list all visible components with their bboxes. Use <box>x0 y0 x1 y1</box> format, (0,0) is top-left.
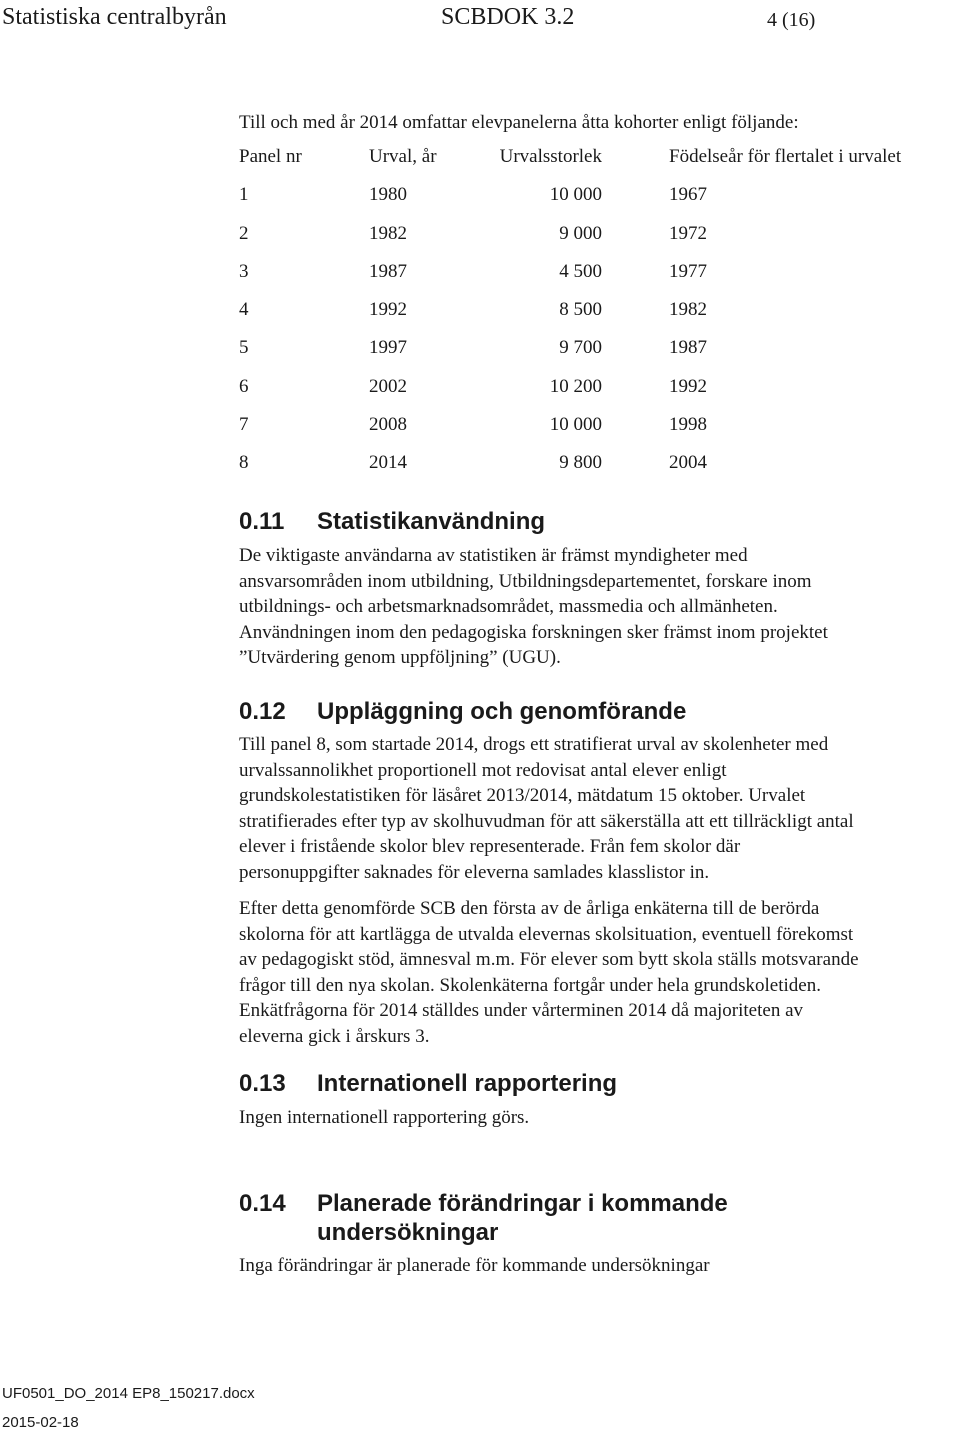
section-heading-planerade <box>239 1189 728 1247</box>
cell-panel: 6 <box>239 375 249 397</box>
text-line: ansvarsområden inom utbildning, Utbildningsdepartementet, forskare inom <box>239 570 812 592</box>
section-heading-upplaggning <box>239 697 686 726</box>
section-number: 0.11 <box>239 508 285 535</box>
text-line: personuppgifter saknades för eleverna samlades klasslistor in. <box>239 861 710 883</box>
cell-birthyear: 1982 <box>669 299 707 321</box>
panel-table <box>239 146 959 491</box>
text-line: Enkätfrågorna för 2014 ställdes under vårterminen 2014 då majoriteten av <box>239 1000 803 1021</box>
table-row <box>239 223 959 261</box>
section-title: Statistikanvändning <box>317 508 546 535</box>
cell-panel: 1 <box>239 184 249 206</box>
cell-birthyear: 1977 <box>669 260 707 282</box>
footer-filename: UF0501_DO_2014 EP8_150217.docx <box>2 1385 255 1402</box>
section-title-line: Planerade förändringar i kommande <box>317 1190 728 1217</box>
text-line: Till panel 8, som startade 2014, drogs ett stratifierat urval av skolenheter med <box>239 734 829 755</box>
table-row <box>239 452 959 490</box>
section-body-statistikanvandning <box>239 543 955 671</box>
intro-text: Till och med år 2014 omfattar elevpanelerna åtta kohorter enligt följande: <box>239 112 799 133</box>
section-number: 0.12 <box>239 698 286 725</box>
table-row <box>239 337 959 375</box>
cell-size: 9 700 <box>559 337 602 359</box>
text-line: av pedagogiskt stöd, ämnesval m.m. För elever som bytt skola ställs motsvarande <box>239 949 859 970</box>
section-number: 0.14 <box>239 1190 286 1217</box>
cell-birthyear: 1967 <box>669 184 707 206</box>
section-number: 0.13 <box>239 1070 286 1097</box>
header-document-id: SCBDOK 3.2 <box>441 4 575 30</box>
cell-size: 8 500 <box>559 299 602 321</box>
table-row <box>239 376 959 414</box>
cell-size: 9 000 <box>559 222 602 244</box>
header-page-number: 4 (16) <box>767 9 816 31</box>
cell-birthyear: 1998 <box>669 414 707 436</box>
cell-size: 10 000 <box>549 414 602 436</box>
table-row <box>239 261 959 299</box>
table-row <box>239 414 959 452</box>
cell-year: 2014 <box>369 452 407 474</box>
cell-year: 1992 <box>369 299 407 321</box>
table-row <box>239 184 959 222</box>
section-body-upplaggning-2 <box>239 896 955 1049</box>
paragraph <box>239 896 955 1049</box>
cell-birthyear: 1992 <box>669 375 707 397</box>
footer-date: 2015-02-18 <box>2 1414 79 1431</box>
cell-year: 1997 <box>369 337 407 359</box>
section-body-planerade <box>239 1253 955 1279</box>
column-header-year: Urval, år <box>369 146 437 167</box>
cell-panel: 4 <box>239 299 249 321</box>
text-line: De viktigaste användarna av statistiken är främst myndigheter med <box>239 545 748 566</box>
paragraph: Inga förändringar är planerade för kommande undersökningar <box>239 1255 710 1276</box>
cell-year: 2002 <box>369 375 407 397</box>
section-title: Uppläggning och genomförande <box>317 698 687 725</box>
cell-year: 1982 <box>369 222 407 244</box>
table-header-row <box>239 146 959 184</box>
text-line: stratifierades efter typ av skolhuvudman för att säkerställa att ett tillräckligt antal <box>239 810 854 832</box>
cell-size: 9 800 <box>559 452 602 474</box>
column-header-birthyear: Födelseår för flertalet i urvalet <box>669 146 902 167</box>
cell-year: 1987 <box>369 260 407 282</box>
cell-size: 10 000 <box>549 184 602 206</box>
cell-size: 4 500 <box>559 260 602 282</box>
section-title <box>317 1189 728 1247</box>
cell-panel: 3 <box>239 260 249 282</box>
text-line: skolorna för att kartlägga de utvalda elevernas skolsituation, eventuell förekomst <box>239 923 854 945</box>
section-heading-statistikanvandning <box>239 507 545 536</box>
column-header-size: Urvalsstorlek <box>499 146 602 167</box>
section-body-upplaggning <box>239 732 955 885</box>
section-heading-internationell <box>239 1069 617 1098</box>
text-line: grundskolestatistiken för läsåret 2013/2014, mätdatum 15 oktober. Urvalet <box>239 785 806 806</box>
cell-panel: 2 <box>239 222 249 244</box>
text-line: urvalssannolikhet proportionell mot redovisat antal elever enligt <box>239 759 727 781</box>
text-line: utbildnings- och arbetsmarknadsområdet, massmedia och allmänheten. <box>239 596 778 617</box>
header-organization: Statistiska centralbyrån <box>2 4 227 30</box>
cell-birthyear: 1987 <box>669 337 707 359</box>
text-line: Efter detta genomförde SCB den första av de årliga enkäterna till de berörda <box>239 898 820 919</box>
text-line: frågor till den nya skolan. Skolenkäterna fortgår under hela grundskoletiden. <box>239 974 821 996</box>
column-header-panel: Panel nr <box>239 146 302 167</box>
text-line: ”Utvärdering genom uppföljning” (UGU). <box>239 647 561 668</box>
paragraph: Ingen internationell rapportering görs. <box>239 1107 530 1128</box>
section-body-internationell <box>239 1105 955 1131</box>
paragraph <box>239 732 955 885</box>
text-line: Användningen inom den pedagogiska forskningen sker främst inom projektet <box>239 621 828 643</box>
cell-panel: 8 <box>239 452 249 474</box>
text-line: elever i fristående skolor blev representerade. Från fem skolor där <box>239 836 741 857</box>
cell-panel: 7 <box>239 414 249 436</box>
cell-birthyear: 1972 <box>669 222 707 244</box>
cell-year: 2008 <box>369 414 407 436</box>
text-line: eleverna gick i årskurs 3. <box>239 1025 430 1047</box>
paragraph <box>239 543 955 671</box>
cell-birthyear: 2004 <box>669 452 707 474</box>
section-title-line: undersökningar <box>317 1219 499 1246</box>
table-row <box>239 299 959 337</box>
cell-year: 1980 <box>369 184 407 206</box>
cell-size: 10 200 <box>549 375 602 397</box>
section-title: Internationell rapportering <box>317 1070 618 1097</box>
cell-panel: 5 <box>239 337 249 359</box>
